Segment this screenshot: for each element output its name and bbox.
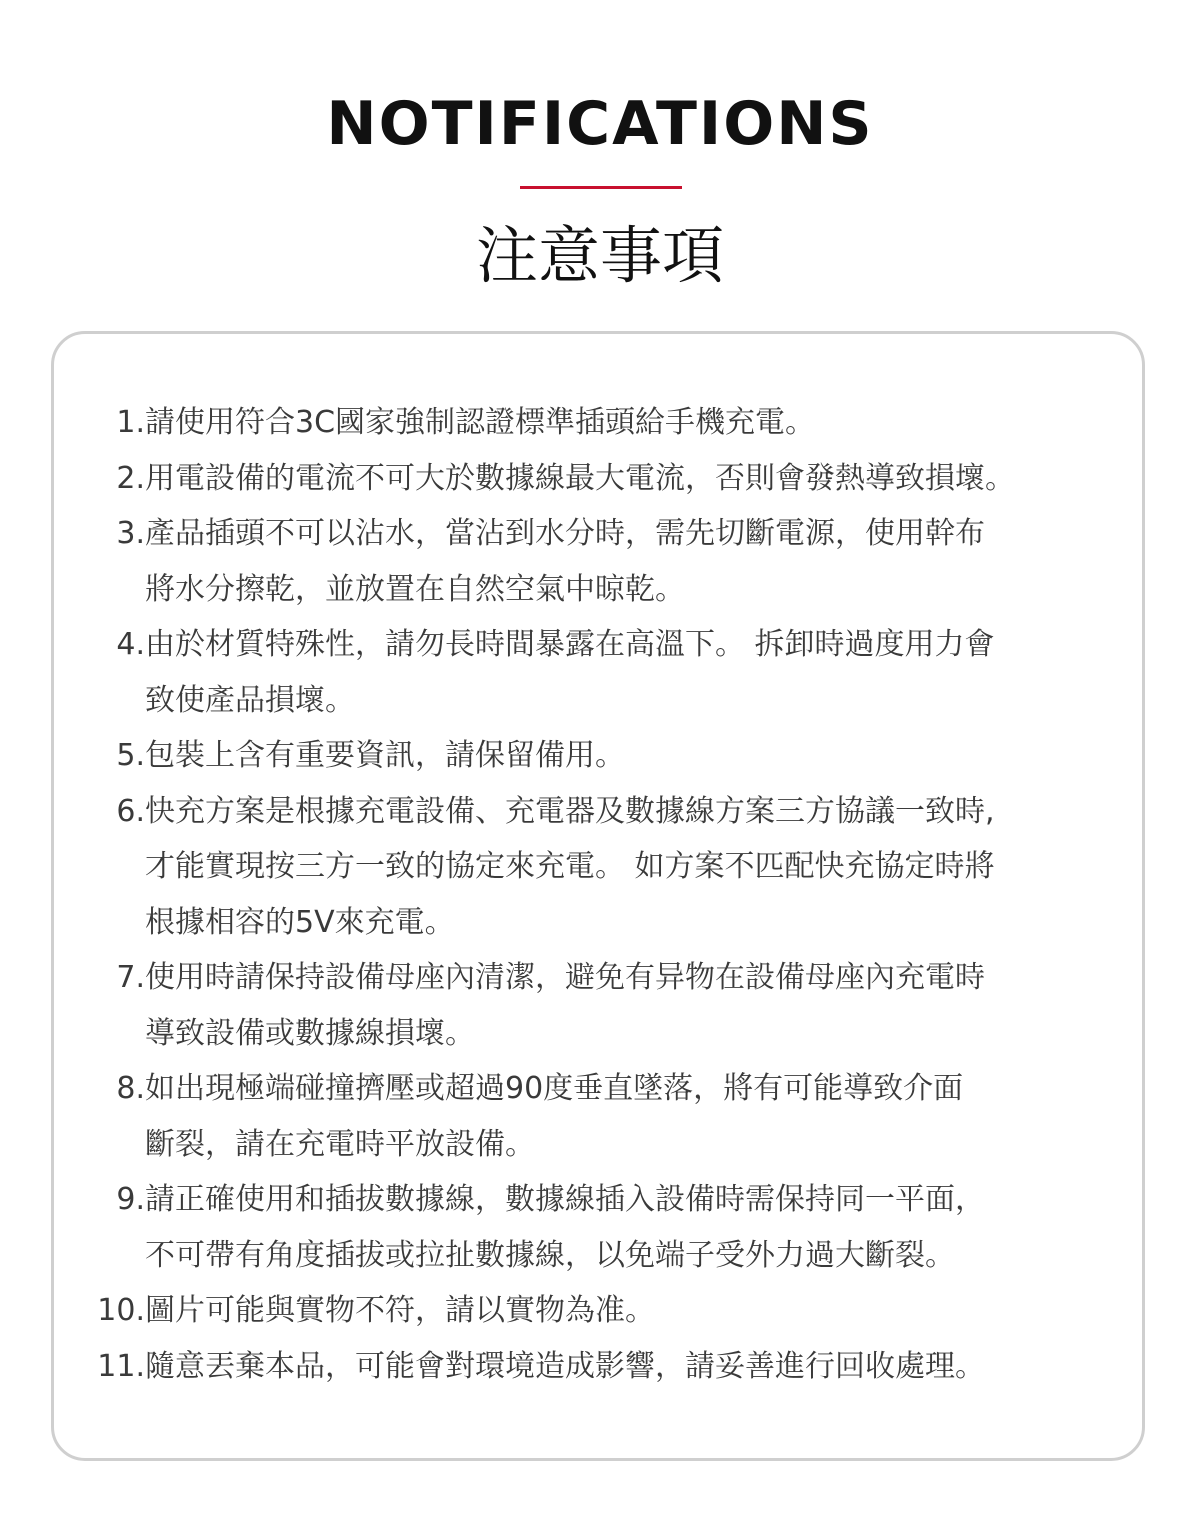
note-line: 隨意丟棄本品，可能會對環境造成影響，請妥善進行回收處理。 — [145, 1348, 985, 1384]
note-item — [0, 617, 1200, 728]
note-line: 致使產品損壞。 — [145, 682, 355, 718]
note-line: 請正確使用和插拔數據線，數據線插入設備時需保持同一平面， — [145, 1182, 985, 1217]
note-line: 如出現極端碰撞擠壓或超過90度垂直墜落，將有可能導致介面 — [145, 1071, 964, 1106]
note-number: 1. — [116, 405, 145, 440]
note-item — [0, 506, 1200, 617]
notes-list — [0, 395, 1200, 1394]
note-item — [0, 1172, 1200, 1283]
note-item — [0, 395, 1200, 451]
note-line: 請使用符合3C國家強制認證標準插頭給手機充電。 — [145, 405, 816, 440]
note-item — [0, 451, 1200, 507]
note-line: 圖片可能與實物不符，請以實物為准。 — [145, 1293, 655, 1328]
note-number: 9. — [116, 1182, 145, 1217]
note-line: 包裝上含有重要資訊，請保留備用。 — [145, 738, 625, 773]
page-title-chinese: 注意事項 — [475, 219, 724, 292]
note-line: 導致設備或數據線損壞。 — [145, 1015, 475, 1051]
note-line: 由於材質特殊性，請勿長時間暴露在高溫下。 拆卸時過度用力會 — [145, 627, 995, 662]
note-item — [0, 1283, 1200, 1339]
note-line: 不可帶有角度插拔或拉扯數據線，以免端子受外力過大斷裂。 — [145, 1237, 955, 1273]
note-item — [0, 1061, 1200, 1172]
note-number: 7. — [116, 960, 145, 995]
page-title-english: NOTIFICATIONS — [326, 89, 874, 159]
note-number: 2. — [116, 460, 145, 496]
note-number: 11. — [97, 1348, 145, 1384]
note-number: 3. — [116, 516, 145, 551]
note-number: 6. — [116, 793, 145, 829]
note-number: 4. — [116, 627, 145, 662]
note-item — [0, 728, 1200, 784]
title-divider — [520, 186, 682, 189]
note-item — [0, 950, 1200, 1061]
note-line: 斷裂，請在充電時平放設備。 — [145, 1126, 535, 1162]
note-line: 將水分擦乾，並放置在自然空氣中晾乾。 — [145, 571, 685, 607]
note-number: 10. — [97, 1293, 145, 1328]
note-item — [0, 784, 1200, 951]
note-number: 8. — [116, 1071, 145, 1106]
note-line: 用電設備的電流不可大於數據線最大電流，否則會發熱導致損壞。 — [145, 460, 1015, 496]
note-number: 5. — [116, 738, 145, 773]
note-line: 使用時請保持設備母座內清潔，避免有异物在設備母座內充電時 — [145, 960, 985, 995]
note-line: 才能實現按三方一致的協定來充電。 如方案不匹配快充協定時將 — [145, 849, 995, 884]
note-item — [0, 1339, 1200, 1395]
note-line: 快充方案是根據充電設備、充電器及數據線方案三方協議一致時, — [145, 793, 995, 829]
note-line: 產品插頭不可以沾水，當沾到水分時，需先切斷電源，使用幹布 — [145, 516, 985, 551]
note-line: 根據相容的5V來充電。 — [145, 904, 455, 940]
